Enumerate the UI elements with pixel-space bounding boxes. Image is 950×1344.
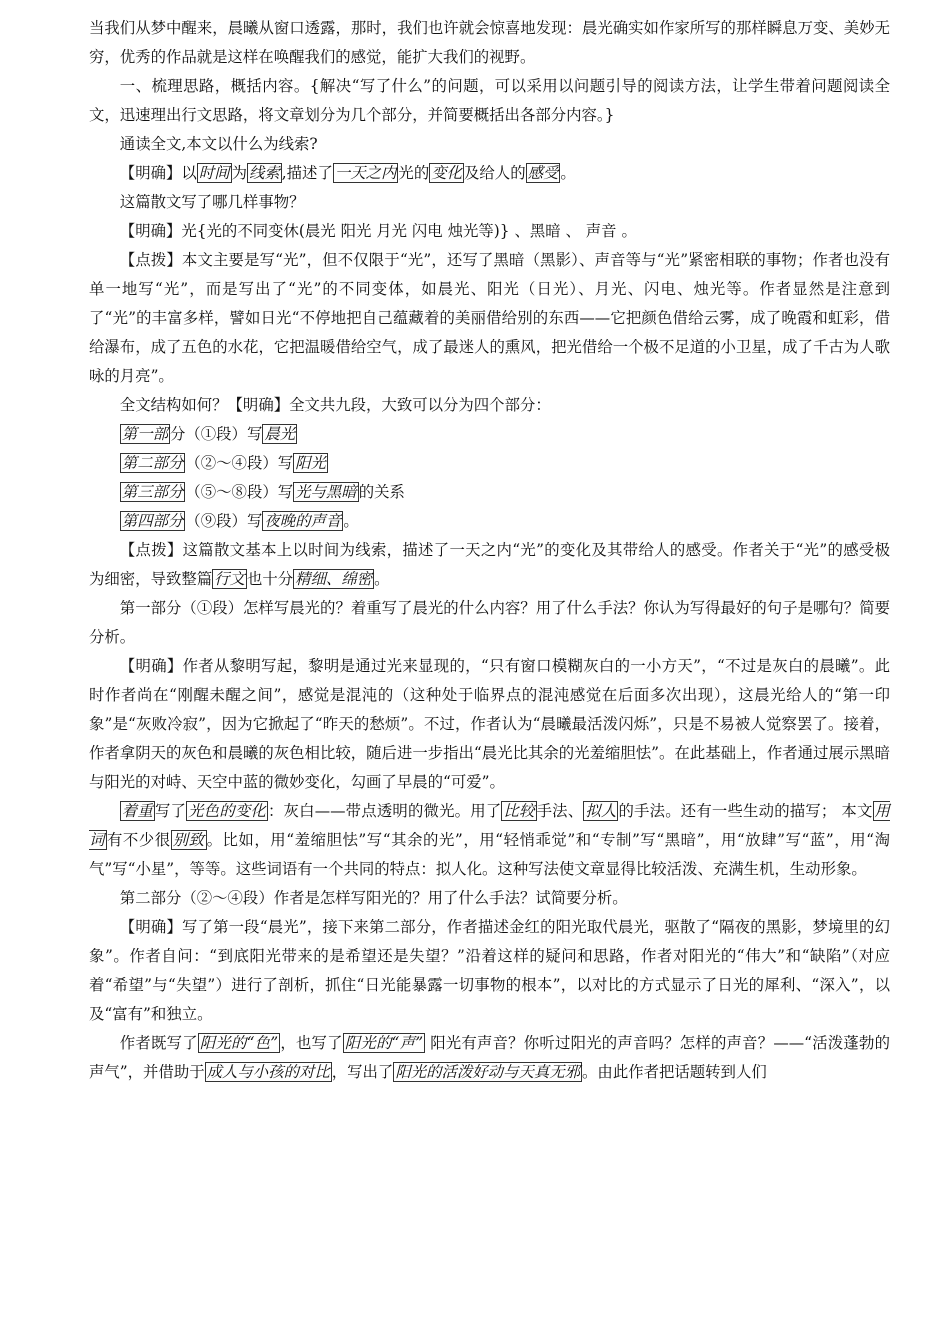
text-run: 手法、 xyxy=(536,802,584,820)
paragraph-p8 xyxy=(89,391,890,420)
boxed-annotation: 晨光 xyxy=(264,425,296,443)
text-run: 【明确】以 xyxy=(119,164,197,182)
paragraph-p10 xyxy=(89,449,890,478)
boxed-annotation: 精细、绵密 xyxy=(295,570,373,588)
paragraph-p18 xyxy=(89,913,890,1029)
text-run: 的手法。还有一些生动的描写； 本文 xyxy=(618,802,873,820)
text-run: 当我们从梦中醒来，晨曦从窗口透露，那时，我们也许就会惊喜地发现：晨光确实如作家所写的那样瞬息万变、美妙无穷，优秀的作品就是这样在唤醒我们的感觉，能扩大我们的视野。 xyxy=(89,19,890,66)
paragraph-p11 xyxy=(89,478,890,507)
boxed-annotation: 阳光的活泼好动与天真无邪 xyxy=(395,1063,581,1081)
paragraph-p5 xyxy=(89,188,890,217)
text-run: 及给人的 xyxy=(464,164,526,182)
text-run: ，写出了 xyxy=(331,1063,394,1081)
paragraph-p12 xyxy=(89,507,890,536)
boxed-annotation: 变化 xyxy=(431,164,463,182)
text-run: 【明确】写了第一段“晨光”，接下来第二部分，作者描述金红的阳光取代晨光，驱散了“隔夜的黑影，梦境里的幻象”。作者自问：“到底阳光带来的是希望还是失望？”沿着这样的疑问和思路，作者对阳光的“伟大”和“缺陷”（对应着“希望”与“失望”）进行了剖析，抓住“日光能暴露一切事物的根本”，以对比的方式显示了日光的犀利、“深入”，以及“富有”和独立。 xyxy=(89,918,890,1023)
boxed-annotation: 感受 xyxy=(527,164,559,182)
text-run: 作者既写了 xyxy=(119,1034,198,1052)
text-run: 分（①段）写 xyxy=(169,425,263,443)
text-run: 阳光有声音？你听过阳光的声音吗？怎样的声音？——“活泼蓬勃的声气”，并借助于 xyxy=(89,1034,890,1081)
boxed-annotation: 阳光 xyxy=(295,454,326,472)
text-run: 写了 xyxy=(154,802,187,820)
text-run: （⑤～⑧段）写 xyxy=(185,483,294,501)
text-run: ,描述了 xyxy=(281,164,333,182)
paragraph-p19 xyxy=(89,1029,890,1087)
boxed-annotation: 拟人 xyxy=(585,802,617,820)
text-run: 也十分 xyxy=(246,570,294,588)
text-run: 。比如，用“羞缩胆怯”写“其余的光”，用“轻悄乖觉”和“专制”写“黑暗”，用“放肆”写“蓝”，用“淘气”写“小星”，等等。这些词语有一个共同的特点：拟人化。这种写法使文章显得比较活泼、充满生机，生动形象。 xyxy=(89,831,890,878)
boxed-annotation: 一天之内 xyxy=(334,164,397,182)
text-run: （②～④段）写 xyxy=(185,454,294,472)
boxed-annotation: 光与黑暗 xyxy=(295,483,357,501)
text-run: 一、梳理思路，概括内容。{解决“写了什么”的问题，可以采用以问题引导的阅读方法，让学生带着问题阅读全文，迅速理出行文思路，将文章划分为几个部分，并简要概括出各部分内容。} xyxy=(89,77,890,124)
paragraph-p4 xyxy=(89,159,890,188)
paragraph-p17 xyxy=(89,884,890,913)
text-run: 第二部分（②～④段）作者是怎样写阳光的？用了什么手法？试简要分析。 xyxy=(119,889,628,907)
text-run: 为 xyxy=(231,164,247,182)
paragraph-p16 xyxy=(89,797,890,884)
text-run: 通读全文,本文以什么为线索? xyxy=(119,135,318,153)
boxed-annotation: 夜晚的声音 xyxy=(264,512,342,530)
text-run: 。 xyxy=(374,570,390,588)
text-run: 全文结构如何？【明确】全文共九段，大致可以分为四个部分： xyxy=(119,396,551,414)
boxed-annotation: 光色的变化 xyxy=(188,802,266,820)
paragraph-p15 xyxy=(89,652,890,797)
boxed-annotation: 线索 xyxy=(248,164,280,182)
text-run: 【明确】作者从黎明写起，黎明是通过光来显现的，“只有窗口模糊灰白的一小方天”，“不过是灰白的晨曦”。此时作者尚在“刚醒未醒之间”，感觉是混沌的（这种处于临界点的混沌感觉在后面多次出现），这晨光给人的“第一印象”是“灰败冷寂”，因为它掀起了“昨天的愁烦”。不过，作者认为“晨曦最活泼闪烁”，只是不易被人觉察罢了。接着，作者拿阴天的灰色和晨曦的灰色相比较，随后进一步指出“晨光比其余的光羞缩胆怯”。在此基础上，作者通过展示黑暗与阳光的对峙、天空中蓝的微妙变化，勾画了早晨的“可爱”。 xyxy=(89,657,890,791)
boxed-annotation: 用词 xyxy=(89,802,890,849)
text-run: ：灰白——带点透明的微光。用了 xyxy=(267,802,502,820)
boxed-annotation: 着重 xyxy=(121,802,153,820)
boxed-annotation: 阳光的“声” xyxy=(344,1034,424,1052)
boxed-annotation: 成人与小孩的对比 xyxy=(206,1063,330,1081)
paragraph-p7 xyxy=(89,246,890,391)
paragraph-p13 xyxy=(89,536,890,594)
text-run: 【点拨】本文主要是写“光”，但不仅限于“光”，还写了黑暗（黑影）、声音等与“光”紧密相联的事物；作者也没有单一地写“光”，而是写出了“光”的不同变体，如晨光、阳光（日光）、月光、闪电、烛光等。作者显然是注意到了“光”的丰富多样，譬如日光“不停地把自己蕴藏着的美丽借给别的东西——它把颜色借给云雾，成了晚霞和虹彩，借给瀑布，成了五色的水花，它把温暖借给空气，成了最迷人的熏风，把光借给一个极不足道的小卫星，成了千古为人歌咏的月亮”。 xyxy=(89,251,890,385)
text-run: 第一部分（①段）怎样写晨光的？着重写了晨光的什么内容？用了什么手法？你认为写得最好的句子是哪句？简要分析。 xyxy=(89,599,890,646)
text-run: 【点拨】这篇散文基本上以时间为线索，描述了一天之内“光”的变化及其带给人的感受。作者关于“光”的感受极为细密，导致整篇 xyxy=(89,541,890,588)
boxed-annotation: 比较 xyxy=(503,802,535,820)
paragraph-p6 xyxy=(89,217,890,246)
boxed-annotation: 时间 xyxy=(198,164,230,182)
boxed-annotation: 阳光的“色” xyxy=(199,1034,279,1052)
paragraph-p14 xyxy=(89,594,890,652)
text-run: 光的 xyxy=(398,164,430,182)
text-run: ，也写了 xyxy=(280,1034,343,1052)
boxed-annotation: 第一部 xyxy=(121,425,168,443)
text-run: 。 xyxy=(560,164,576,182)
text-run: 【明确】光{光的不同变休(晨光 阳光 月光 闪电 烛光等)} 、黑暗 、 声音 。 xyxy=(119,222,637,240)
boxed-annotation: 行文 xyxy=(214,570,245,588)
paragraph-p3 xyxy=(89,130,890,159)
paragraph-p2 xyxy=(89,72,890,130)
boxed-annotation: 第四部分 xyxy=(121,512,184,530)
boxed-annotation: 第三部分 xyxy=(121,483,184,501)
boxed-annotation: 第二部分 xyxy=(121,454,184,472)
text-run: 。 xyxy=(343,512,359,530)
paragraph-p1 xyxy=(89,14,890,72)
text-run: 。由此作者把话题转到人们 xyxy=(582,1063,767,1081)
text-run: （⑨段）写 xyxy=(185,512,263,530)
text-run: 这篇散文写了哪几样事物？ xyxy=(119,193,305,211)
paragraph-p9 xyxy=(89,420,890,449)
text-run: 的关系 xyxy=(358,483,405,501)
text-run: 有不少很 xyxy=(106,831,171,849)
boxed-annotation: 别致 xyxy=(172,831,205,849)
